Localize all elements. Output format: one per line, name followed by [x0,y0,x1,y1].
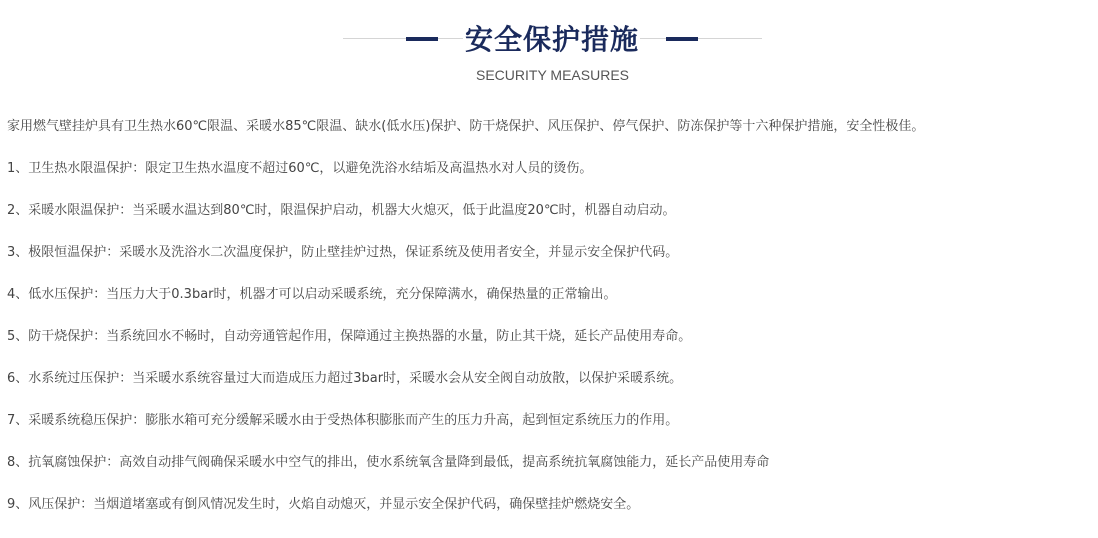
title-dash-left [406,37,438,41]
list-item: 9、风压保护：当烟道堵塞或有倒风情况发生时，火焰自动熄灭，并显示安全保护代码，确保壁挂炉燃烧安全。 [7,497,640,512]
list-item: 6、水系统过压保护：当采暖水系统容量过大而造成压力超过3bar时，采暖水会从安全阀自动放散，以保护采暖系统。 [7,371,683,386]
page-subtitle: SECURITY MEASURES [476,67,629,83]
divider-line-right [640,38,762,39]
list-item: 2、采暖水限温保护：当采暖水温达到80℃时，限温保护启动，机器大火熄灭，低于此温度20℃时，机器自动启动。 [7,203,676,218]
list-item: 4、低水压保护：当压力大于0.3bar时，机器才可以启动采暖系统，充分保障满水，确保热量的正常输出。 [7,287,617,302]
list-item: 5、防干烧保护：当系统回水不畅时，自动旁通管起作用，保障通过主换热器的水量，防止其干烧，延长产品使用寿命。 [7,329,692,344]
list-item: 8、抗氧腐蚀保护：高效自动排气阀确保采暖水中空气的排出，使水系统氧含量降到最低，提高系统抗氧腐蚀能力，延长产品使用寿命 [7,455,770,470]
divider-line-left [343,38,463,39]
list-item: 3、极限恒温保护：采暖水及洗浴水二次温度保护，防止壁挂炉过热，保证系统及使用者安全，并显示安全保护代码。 [7,245,679,260]
content-body [7,118,1092,538]
title-dash-right [666,37,698,41]
intro-paragraph: 家用燃气壁挂炉具有卫生热水60℃限温、采暖水85℃限温、缺水(低水压)保护、防干烧保护、风压保护、停气保护、防冻保护等十六种保护措施，安全性极佳。 [7,119,925,134]
list-item: 1、卫生热水限温保护：限定卫生热水温度不超过60℃，以避免洗浴水结垢及高温热水对人员的烫伤。 [7,161,593,176]
page-title: 安全保护措施 [464,23,639,56]
list-item: 7、采暖系统稳压保护：膨胀水箱可充分缓解采暖水由于受热体积膨胀而产生的压力升高，起到恒定系统压力的作用。 [7,413,679,428]
section-header [0,0,1098,100]
